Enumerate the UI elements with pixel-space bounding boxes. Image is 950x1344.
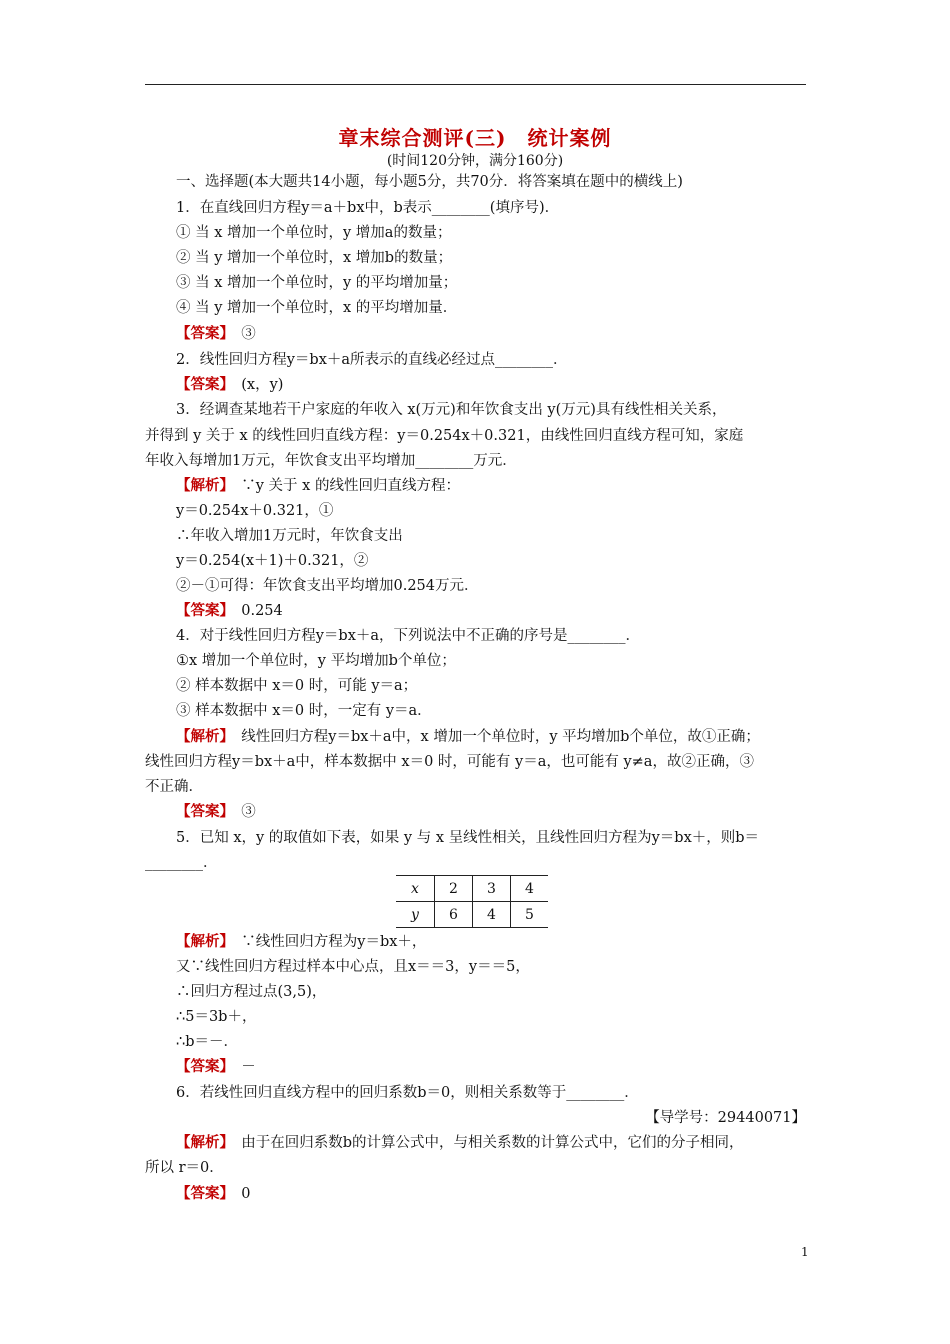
question-2: 2．线性回归方程y＝bx＋a所表示的直线必经过点________． (176, 352, 568, 368)
analysis-4-line-1: 【解析】 线性回归方程y＝bx＋a中，x 增加一个单位时，y 平均增加b个单位，故①正确； (176, 728, 760, 745)
analysis-5-line-3: ∴回归方程过点(3,5)， (176, 984, 327, 1000)
table-cell: y (396, 902, 435, 928)
answer-3: 【答案】 0.254 (176, 602, 283, 619)
question-5-line-1: 5．已知 x，y 的取值如下表，如果 y 与 x 呈线性相关，且线性回归方程为y＝bx＋，则b＝ (176, 830, 760, 846)
option-4-3: ③ 样本数据中 x＝0 时，一定有 y＝a． (176, 703, 432, 719)
answer-6: 【答案】 0 (176, 1185, 251, 1202)
answer-4: 【答案】 ③ (176, 803, 256, 820)
question-6: 6．若线性回归直线方程中的回归系数b＝0，则相关系数等于________． (176, 1085, 639, 1101)
page-number: 1 (801, 1245, 809, 1259)
option-1-2: ② 当 y 增加一个单位时，x 增加b的数量； (176, 250, 453, 266)
question-1: 1．在直线回归方程y＝a＋bx中，b表示________(填序号)． (176, 200, 560, 216)
table-cell: 4 (473, 902, 511, 928)
analysis-tag: 【解析】 (176, 1134, 227, 1151)
option-1-1: ① 当 x 增加一个单位时，y 增加a的数量； (176, 225, 452, 241)
table-cell: 6 (435, 902, 473, 928)
table-cell: 2 (435, 876, 473, 902)
analysis-tag: 【解析】 (176, 933, 227, 950)
table-cell: x (396, 876, 435, 902)
table-cell: 5 (511, 902, 549, 928)
analysis-3-line-1: 【解析】 ∵y 关于 x 的线性回归直线方程： (176, 477, 460, 494)
xy-table (396, 875, 548, 928)
page-title: 章末综合测评(三) 统计案例 (338, 126, 612, 150)
analysis-3-line-4: y＝0.254(x＋1)＋0.321，② (176, 553, 369, 569)
header-rule (145, 84, 806, 85)
option-1-3: ③ 当 x 增加一个单位时，y 的平均增加量； (176, 275, 458, 291)
answer-5: 【答案】 － (176, 1058, 256, 1075)
table-cell: 3 (473, 876, 511, 902)
analysis-3-line-5: ②－①可得：年饮食支出平均增加0.254万元． (176, 578, 479, 594)
answer-tag: 【答案】 (176, 803, 227, 820)
analysis-6-line-2: 所以 r＝0． (145, 1160, 224, 1176)
analysis-4-line-2: 线性回归方程y＝bx＋a中，样本数据中 x＝0 时，可能有 y＝a，也可能有 y≠a，故②正确，③ (145, 754, 754, 770)
answer-tag: 【答案】 (176, 602, 227, 619)
question-4: 4．对于线性回归方程y＝bx＋a，下列说法中不正确的序号是________． (176, 628, 641, 644)
question-5-line-2: ________． (145, 855, 218, 871)
analysis-6-line-1: 【解析】 由于在回归系数b的计算公式中，与相关系数的计算公式中，它们的分子相同， (176, 1134, 744, 1151)
analysis-5-line-4: ∴5＝3b＋， (176, 1009, 257, 1025)
table-row (396, 876, 548, 902)
analysis-5-line-1: 【解析】 ∵线性回归方程为y＝bx＋， (176, 933, 427, 950)
table-row (396, 902, 548, 928)
option-4-1: ①x 增加一个单位时，y 平均增加b个单位； (176, 653, 456, 669)
analysis-tag: 【解析】 (176, 477, 227, 494)
option-4-2: ② 样本数据中 x＝0 时，可能 y＝a； (176, 678, 418, 694)
analysis-5-line-2: 又∵线性回归方程过样本中心点，且x＝＝3，y＝＝5， (176, 959, 530, 975)
guide-number: 【导学号：29440071】 (645, 1110, 806, 1126)
table-cell: 4 (511, 876, 549, 902)
answer-2: 【答案】 (x，y) (176, 376, 284, 393)
option-1-4: ④ 当 y 增加一个单位时，x 的平均增加量． (176, 300, 458, 316)
question-3-line-1: 3．经调查某地若干户家庭的年收入 x(万元)和年饮食支出 y(万元)具有线性相关关系， (176, 402, 727, 418)
answer-tag: 【答案】 (176, 1058, 227, 1075)
analysis-3-line-2: y＝0.254x＋0.321，① (176, 503, 334, 519)
question-3-line-2: 并得到 y 关于 x 的线性回归直线方程：y＝0.254x＋0.321，由线性回归直线方程可知，家庭 (145, 428, 744, 444)
page-subtitle: (时间120分钟，满分160分) (386, 153, 564, 169)
answer-tag: 【答案】 (176, 1185, 227, 1202)
answer-tag: 【答案】 (176, 325, 227, 342)
analysis-5-line-5: ∴b＝－． (176, 1034, 239, 1050)
question-3-line-3: 年收入每增加1万元，年饮食支出平均增加________万元． (145, 453, 517, 469)
section-heading: 一、选择题(本大题共14小题，每小题5分，共70分．将答案填在题中的横线上) (176, 174, 683, 190)
analysis-3-line-3: ∴年收入增加1万元时，年饮食支出 (176, 528, 403, 544)
answer-tag: 【答案】 (176, 376, 227, 393)
analysis-tag: 【解析】 (176, 728, 227, 745)
analysis-4-line-3: 不正确． (145, 779, 203, 795)
answer-1: 【答案】 ③ (176, 325, 256, 342)
